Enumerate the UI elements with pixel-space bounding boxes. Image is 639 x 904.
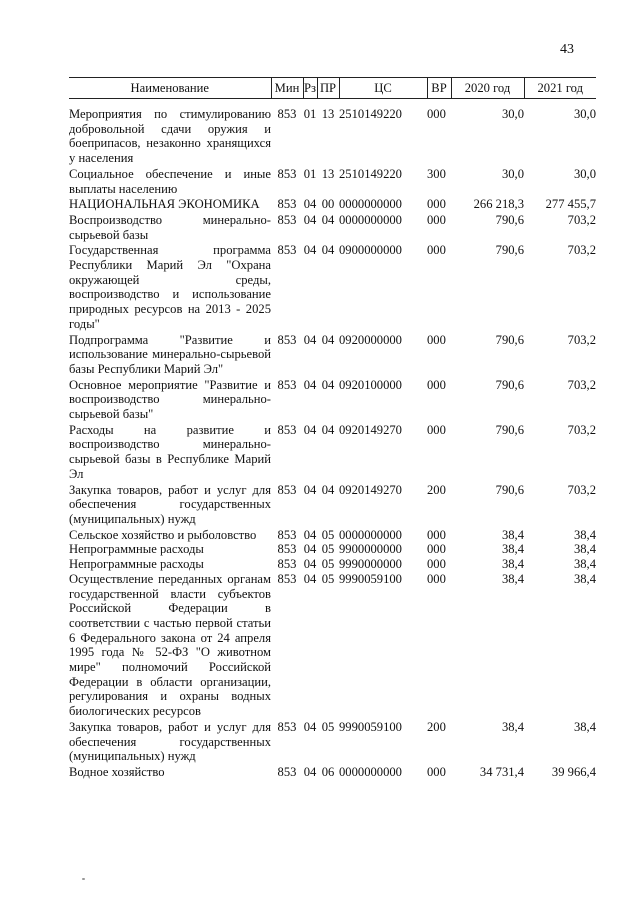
row-vr: 000 bbox=[427, 422, 446, 437]
row-min: 853 bbox=[277, 166, 297, 181]
row-2020: 790,6 bbox=[495, 243, 524, 258]
row-vr: 000 bbox=[427, 557, 446, 572]
row-min: 853 bbox=[277, 107, 297, 121]
table-row bbox=[69, 719, 596, 764]
table-header bbox=[69, 78, 596, 99]
row-name: Расходы на развитие и воспроизводство минерально-сырьевой базы в Республике Марий Эл bbox=[69, 422, 271, 481]
row-rz: 04 bbox=[303, 332, 317, 347]
budget-table bbox=[69, 77, 596, 780]
row-cs: 0920000000 bbox=[339, 332, 402, 347]
row-vr: 000 bbox=[427, 243, 446, 258]
row-2021: 703,2 bbox=[567, 482, 596, 497]
row-rz: 04 bbox=[303, 542, 317, 557]
header-rz: Рз bbox=[303, 78, 317, 99]
row-name: Непрограммные расходы bbox=[69, 557, 204, 572]
table-row bbox=[69, 99, 596, 166]
row-name: Водное хозяйство bbox=[69, 764, 165, 779]
row-name: Государственная программа Республики Марий Эл "Охрана окружающей среды, воспроизводство и использование природных ресурсов на 2013 - 2025 годы" bbox=[69, 243, 271, 331]
row-name: Закупка товаров, работ и услуг для обеспечения государственных (муниципальных) нужд bbox=[69, 482, 271, 526]
row-rz: 04 bbox=[303, 571, 317, 586]
row-cs: 2510149220 bbox=[339, 166, 402, 181]
row-2021: 30,0 bbox=[573, 166, 596, 181]
row-2020: 38,4 bbox=[501, 542, 524, 557]
row-name: Социальное обеспечение и иные выплаты населению bbox=[69, 166, 271, 196]
row-rz: 04 bbox=[303, 557, 317, 572]
row-pr: 04 bbox=[321, 422, 335, 437]
row-name: Непрограммные расходы bbox=[69, 542, 204, 557]
row-vr: 300 bbox=[427, 166, 446, 181]
row-2021: 38,4 bbox=[573, 719, 596, 734]
row-rz: 04 bbox=[303, 197, 317, 212]
row-cs: 0000000000 bbox=[339, 212, 402, 227]
row-2020: 38,4 bbox=[501, 571, 524, 586]
row-min: 853 bbox=[277, 571, 297, 586]
row-vr: 200 bbox=[427, 482, 446, 497]
row-rz: 04 bbox=[303, 212, 317, 227]
header-pr: ПР bbox=[317, 78, 339, 99]
row-2020: 30,0 bbox=[501, 166, 524, 181]
row-2021: 38,4 bbox=[573, 527, 596, 542]
row-min: 853 bbox=[277, 542, 297, 557]
row-name: НАЦИОНАЛЬНАЯ ЭКОНОМИКА bbox=[69, 197, 260, 212]
row-vr: 000 bbox=[427, 212, 446, 227]
table-row bbox=[69, 527, 596, 543]
row-2020: 38,4 bbox=[501, 719, 524, 734]
row-cs: 0920149270 bbox=[339, 482, 402, 497]
row-rz: 04 bbox=[303, 527, 317, 542]
row-name: Осуществление переданных органам государственной власти субъектов Российской Федерации в соответствии с частью первой статьи 6 Федерального закона от 24 апреля 1995 года № 52-ФЗ "О животном мире" полномочий Российской Федерации в области организации, регулирования и охраны водных биологических ресурсов bbox=[69, 571, 271, 719]
row-vr: 000 bbox=[427, 197, 446, 212]
row-2021: 703,2 bbox=[567, 377, 596, 392]
row-cs: 0920100000 bbox=[339, 377, 402, 392]
row-2021: 30,0 bbox=[573, 107, 596, 121]
table-body bbox=[69, 99, 596, 780]
row-cs: 9900000000 bbox=[339, 542, 402, 557]
table-row bbox=[69, 422, 596, 482]
row-2021: 703,2 bbox=[567, 243, 596, 258]
row-pr: 04 bbox=[321, 243, 335, 258]
table-row bbox=[69, 542, 596, 557]
row-vr: 000 bbox=[427, 542, 446, 557]
row-pr: 00 bbox=[321, 197, 335, 212]
row-2021: 38,4 bbox=[573, 557, 596, 572]
row-rz: 04 bbox=[303, 482, 317, 497]
row-rz: 04 bbox=[303, 764, 317, 779]
row-2020: 790,6 bbox=[495, 212, 524, 227]
row-2020: 30,0 bbox=[501, 107, 524, 121]
row-rz: 01 bbox=[303, 166, 317, 181]
row-name: Подпрограмма "Развитие и использование минерально-сырьевой базы Республики Марий Эл" bbox=[69, 332, 271, 376]
row-cs: 0000000000 bbox=[339, 527, 402, 542]
row-2021: 277 455,7 bbox=[545, 197, 596, 212]
row-rz: 04 bbox=[303, 243, 317, 258]
row-min: 853 bbox=[277, 332, 297, 347]
page-number: 43 bbox=[560, 42, 574, 57]
row-pr: 05 bbox=[321, 542, 335, 557]
row-min: 853 bbox=[277, 212, 297, 227]
row-2021: 38,4 bbox=[573, 571, 596, 586]
row-2021: 703,2 bbox=[567, 332, 596, 347]
row-2020: 34 731,4 bbox=[479, 764, 524, 779]
row-2021: 703,2 bbox=[567, 212, 596, 227]
row-pr: 04 bbox=[321, 482, 335, 497]
row-min: 853 bbox=[277, 764, 297, 779]
row-pr: 06 bbox=[321, 764, 335, 779]
row-vr: 000 bbox=[427, 107, 446, 121]
row-cs: 0000000000 bbox=[339, 764, 402, 779]
table-row bbox=[69, 572, 596, 719]
row-2020: 790,6 bbox=[495, 332, 524, 347]
row-name: Мероприятия по стимулированию добровольной сдачи оружия и боеприпасов, незаконно хранящихся у населения bbox=[69, 107, 271, 166]
row-pr: 04 bbox=[321, 377, 335, 392]
row-vr: 000 bbox=[427, 764, 446, 779]
row-vr: 000 bbox=[427, 527, 446, 542]
row-min: 853 bbox=[277, 719, 297, 734]
table-row bbox=[69, 764, 596, 780]
table-row bbox=[69, 242, 596, 331]
row-min: 853 bbox=[277, 377, 297, 392]
row-2020: 266 218,3 bbox=[473, 197, 524, 212]
row-cs: 2510149220 bbox=[339, 107, 402, 121]
row-vr: 000 bbox=[427, 332, 446, 347]
table-row bbox=[69, 166, 596, 196]
row-min: 853 bbox=[277, 197, 297, 212]
row-min: 853 bbox=[277, 422, 297, 437]
row-2020: 38,4 bbox=[501, 527, 524, 542]
row-name: Воспроизводство минерально-сырьевой базы bbox=[69, 212, 271, 242]
row-pr: 04 bbox=[321, 332, 335, 347]
row-2021: 703,2 bbox=[567, 422, 596, 437]
row-2020: 790,6 bbox=[495, 422, 524, 437]
row-pr: 04 bbox=[321, 212, 335, 227]
row-cs: 0000000000 bbox=[339, 197, 402, 212]
row-name: Закупка товаров, работ и услуг для обеспечения государственных (муниципальных) нужд bbox=[69, 719, 271, 764]
table-row bbox=[69, 332, 596, 377]
header-name: Наименование bbox=[69, 78, 271, 99]
table-row bbox=[69, 196, 596, 212]
row-rz: 04 bbox=[303, 377, 317, 392]
row-vr: 200 bbox=[427, 719, 446, 734]
row-vr: 000 bbox=[427, 571, 446, 586]
row-2020: 790,6 bbox=[495, 377, 524, 392]
table-row bbox=[69, 212, 596, 242]
row-pr: 05 bbox=[321, 527, 335, 542]
row-rz: 04 bbox=[303, 422, 317, 437]
row-2020: 38,4 bbox=[501, 557, 524, 572]
row-name: Основное мероприятие "Развитие и воспроизводство минерально-сырьевой базы" bbox=[69, 377, 271, 422]
row-pr: 13 bbox=[321, 166, 335, 181]
row-rz: 01 bbox=[303, 107, 317, 121]
header-min: Мин bbox=[271, 78, 303, 99]
row-cs: 0900000000 bbox=[339, 243, 402, 258]
row-cs: 9990059100 bbox=[339, 571, 402, 586]
row-min: 853 bbox=[277, 482, 297, 497]
row-pr: 05 bbox=[321, 719, 335, 734]
row-cs: 0920149270 bbox=[339, 422, 402, 437]
row-cs: 9990059100 bbox=[339, 719, 402, 734]
row-2021: 39 966,4 bbox=[551, 764, 596, 779]
header-cs: ЦС bbox=[339, 78, 427, 99]
row-vr: 000 bbox=[427, 377, 446, 392]
row-pr: 05 bbox=[321, 571, 335, 586]
header-vr: ВР bbox=[427, 78, 451, 99]
row-min: 853 bbox=[277, 243, 297, 258]
header-2021: 2021 год bbox=[524, 78, 596, 99]
table-row bbox=[69, 482, 596, 527]
row-rz: 04 bbox=[303, 719, 317, 734]
table-row bbox=[69, 557, 596, 572]
row-2021: 38,4 bbox=[573, 542, 596, 557]
scan-speck bbox=[82, 878, 85, 880]
row-min: 853 bbox=[277, 557, 297, 572]
row-name: Сельское хозяйство и рыболовство bbox=[69, 527, 257, 542]
table-row bbox=[69, 377, 596, 422]
header-2020: 2020 год bbox=[451, 78, 524, 99]
row-2020: 790,6 bbox=[495, 482, 524, 497]
row-cs: 9990000000 bbox=[339, 557, 402, 572]
row-min: 853 bbox=[277, 527, 297, 542]
row-pr: 05 bbox=[321, 557, 335, 572]
row-pr: 13 bbox=[321, 107, 335, 121]
